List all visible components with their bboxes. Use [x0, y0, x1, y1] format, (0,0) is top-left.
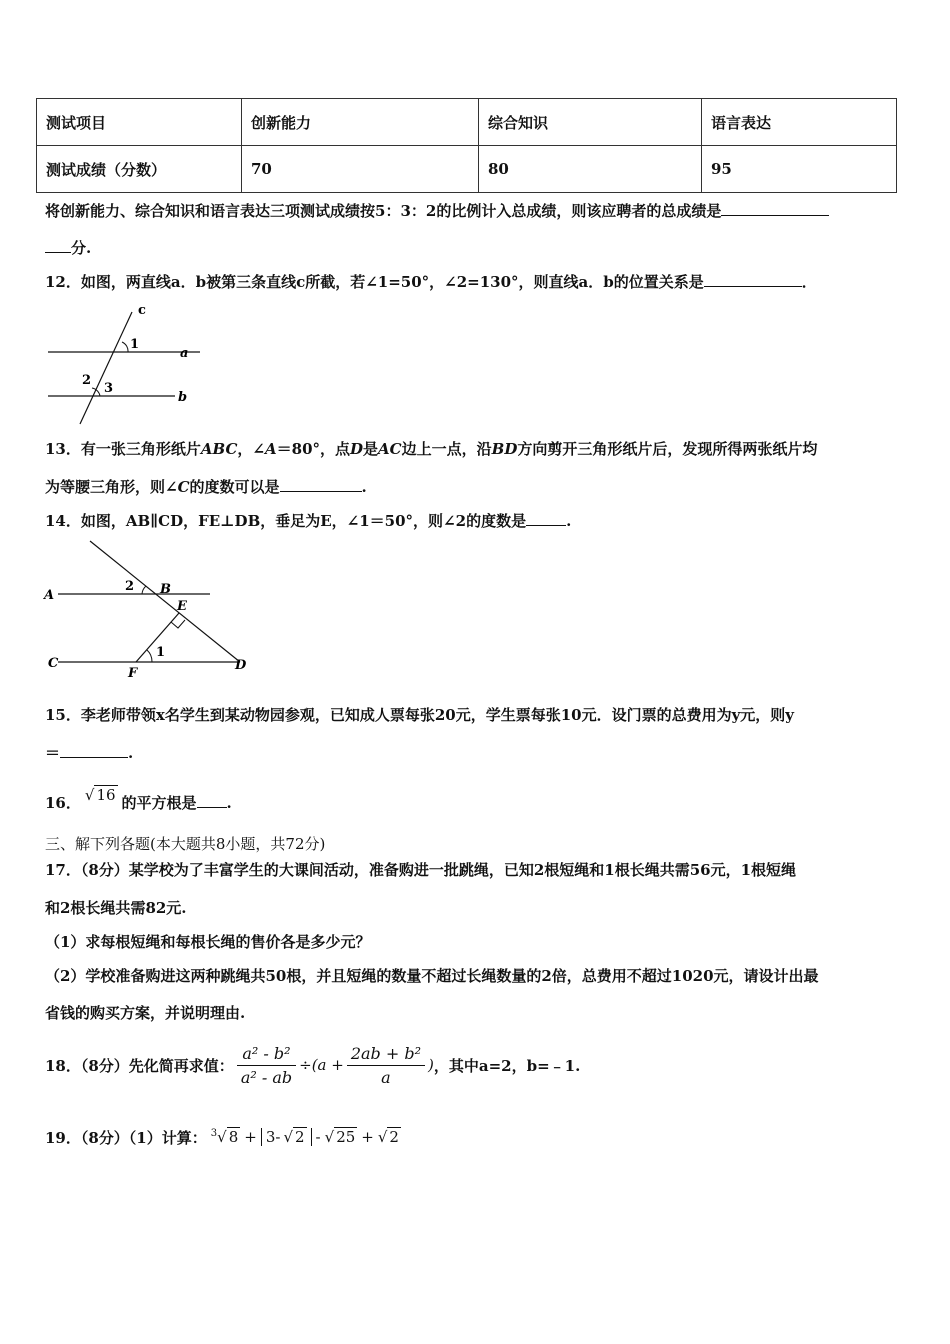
q13-angle-a: A: [265, 440, 277, 458]
q13-line2: [45, 476, 367, 497]
q13-point-d: D: [350, 440, 364, 458]
q16-text: 的平方根是: [121, 794, 197, 812]
q18-fraction-2: [347, 1044, 425, 1087]
label-b: B: [160, 582, 171, 597]
q19-minus: -: [315, 1128, 321, 1146]
q16-number: 16．: [45, 794, 81, 812]
q19-plus: +: [244, 1128, 257, 1146]
angle-1-arc: [147, 650, 152, 662]
label-a: a: [180, 346, 189, 361]
q18-frac1-numerator: a² - b²: [242, 1043, 291, 1063]
line-db: [90, 541, 240, 662]
q19-text: 19．（8分）（1）计算：: [45, 1128, 207, 1147]
label-c: c: [138, 303, 146, 318]
table-header-cell: 创新能力: [242, 99, 479, 146]
q11-line1: [45, 200, 829, 221]
q13-text: 的度数可以是: [189, 478, 280, 496]
label-b: b: [178, 390, 188, 405]
q19-cube-index: 3: [210, 1128, 218, 1139]
q15-line1: [45, 704, 794, 725]
table-row-label: 测试成绩（分数）: [37, 146, 242, 193]
label-3: 3: [104, 381, 114, 396]
q17-sub1: （1）求每根短绳和每根长绳的售价各是多少元？: [45, 933, 371, 951]
label-e: E: [177, 599, 187, 614]
q19-radicand: 2: [295, 1128, 305, 1146]
q13-end: .: [361, 478, 367, 496]
q16-end: .: [226, 794, 232, 812]
table-header-cell: 语言表达: [702, 99, 897, 146]
q15-text: 15．李老师带领x名学生到某动物园参观，已知成人票每张20元，学生票每张10元．设门票的总费用为y元，则y: [45, 706, 795, 724]
q13-abc: ABC: [200, 440, 238, 458]
angle-2-arc: [142, 586, 146, 594]
q19-sqrt-25: √ 25: [324, 1128, 356, 1146]
q19-cube-root: $^3$√ 8: [210, 1128, 239, 1146]
line-c: [80, 312, 132, 424]
q18-fraction-1: [237, 1044, 296, 1087]
q14-question: [45, 510, 571, 531]
right-angle-mark: [171, 620, 185, 628]
q16-radicand: 16: [96, 786, 116, 804]
table-header-cell: 测试项目: [37, 99, 242, 146]
q14-blank: [526, 510, 566, 526]
label-2: 2: [82, 373, 92, 388]
q19-radicand: 25: [336, 1128, 356, 1146]
table-header-cell: 综合知识: [479, 99, 702, 146]
q18-frac2-numerator: 2ab + b²: [350, 1043, 422, 1063]
q15-line2: [45, 742, 133, 763]
q17-sub2-line2: 省钱的购买方案，并说明理由.: [45, 1004, 246, 1022]
q13-line1: [45, 438, 817, 459]
q14-end: .: [566, 512, 572, 530]
label-f: F: [128, 666, 138, 680]
table-cell: 95: [702, 146, 897, 193]
q11-text: 将创新能力、综合知识和语言表达三项测试成绩按5：3：2的比例计入总成绩，则该应聘者的总成绩是: [45, 202, 722, 220]
q13-text: 13．有一张三角形纸片: [45, 440, 201, 458]
table-cell: 70: [242, 146, 479, 193]
q13-line-bd: BD: [491, 440, 518, 458]
q19-sqrt-2b: √ 2: [377, 1128, 399, 1146]
q18-question: [45, 1036, 580, 1094]
q12-end: ．: [801, 273, 817, 291]
label-a: A: [44, 588, 55, 603]
label-1: 1: [156, 645, 166, 660]
label-d: D: [235, 658, 247, 673]
q17-line1: 17．（8分）某学校为了丰富学生的大课间活动，准备购进一批跳绳，已知2根短绳和1根长绳共需56元，1根短绳: [45, 861, 797, 879]
q19-question: [45, 1122, 401, 1152]
q18-close-paren: ): [428, 1056, 434, 1074]
q19-sqrt-2a: √ 2: [283, 1128, 305, 1146]
q18-suffix: ，其中a=2，b=﹣1.: [433, 1056, 581, 1075]
section-3-heading: 三、解下列各题(本大题共8小题，共72分): [45, 835, 326, 853]
q11-blank: [721, 200, 829, 216]
q12-question: [45, 271, 817, 292]
q19-absolute-value: [261, 1128, 312, 1146]
table-cell: 80: [479, 146, 702, 193]
label-2: 2: [125, 579, 135, 594]
q16-blank: [197, 792, 227, 808]
q17-sub2-line1: （2）学校准备购进这两种跳绳共50根，并且短绳的数量不超过长绳数量的2倍，总费用不超过1020元，请设计出最: [45, 967, 819, 985]
label-c: C: [48, 656, 59, 671]
q11-line2: [45, 237, 91, 258]
angle-1-arc: [122, 342, 128, 352]
q18-frac2-denominator: a: [347, 1065, 425, 1087]
q12-figure: [40, 298, 210, 428]
q13-blank: [280, 476, 362, 492]
q14-figure: [40, 535, 260, 680]
q15-end: .: [128, 744, 134, 762]
q13-side-ac: AC: [378, 440, 402, 458]
q13-text: ，∠: [237, 440, 265, 458]
q11-blank-2: [45, 237, 71, 253]
q17-line2: 和2根长绳共需82元.: [45, 899, 187, 917]
q16-sqrt: √ 16: [84, 786, 116, 804]
q11-suffix: 分.: [71, 239, 92, 257]
q13-text: 方向剪开三角形纸片后，发现所得两张纸片均: [517, 440, 818, 458]
score-table: [36, 98, 897, 193]
q12-blank: [704, 271, 802, 287]
q16-question: [45, 784, 232, 812]
q18-text: 18．（8分）先化简再求值：: [45, 1056, 234, 1075]
q12-text: 12．如图，两直线a．b被第三条直线c所截，若∠1=50°，∠2=130°，则直线a．b的位置关系是: [45, 273, 704, 291]
q14-text: 14．如图，AB∥CD，FE⊥DB，垂足为E，∠1＝50°，则∠2的度数是: [45, 512, 527, 530]
table-row: [37, 146, 897, 193]
table-header-row: [37, 99, 897, 146]
q19-abs-text: 3-: [265, 1128, 281, 1146]
q18-divide: ÷(a +: [299, 1056, 344, 1074]
q18-frac1-denominator: a² - ab: [237, 1065, 296, 1087]
q13-text: 是: [363, 440, 379, 458]
q19-plus: +: [361, 1128, 374, 1146]
q15-blank: [60, 742, 128, 758]
q13-angle-c: C: [177, 478, 190, 496]
q19-radicand: 2: [389, 1128, 399, 1146]
label-1: 1: [130, 337, 140, 352]
q13-text: 边上一点，沿: [401, 440, 492, 458]
q13-text: ＝80°，点: [276, 440, 351, 458]
q15-text: ＝: [45, 744, 61, 762]
q13-text: 为等腰三角形，则∠: [45, 478, 178, 496]
q19-cube-radicand: 8: [228, 1128, 239, 1146]
